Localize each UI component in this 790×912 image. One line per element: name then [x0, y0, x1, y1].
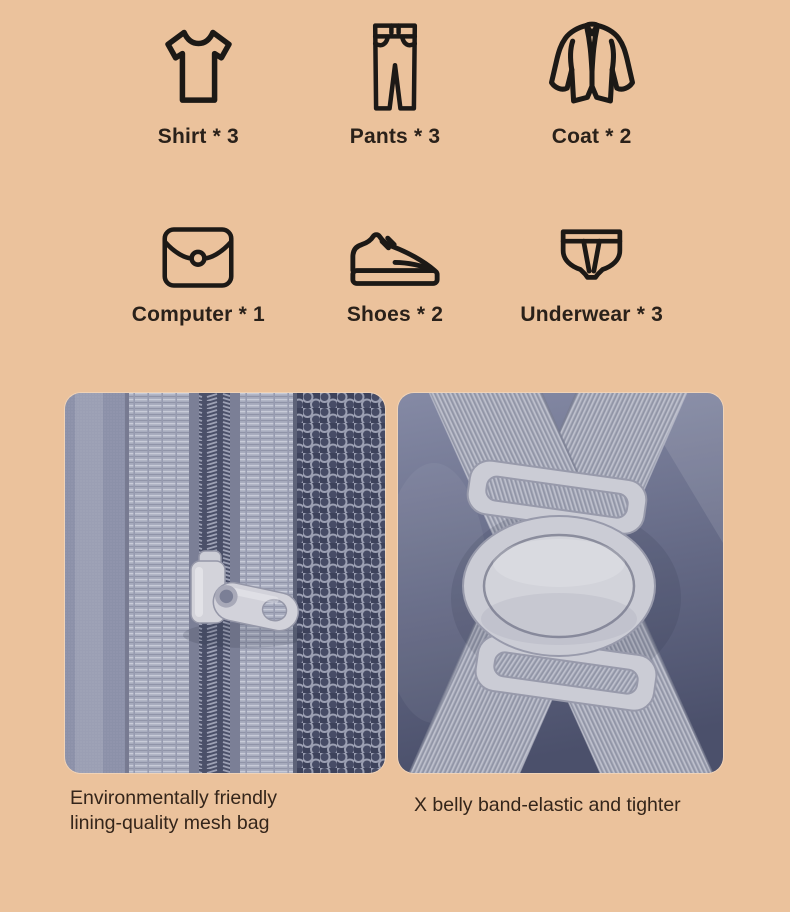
capacity-label: Coat * 2	[551, 125, 632, 148]
pants-icon	[368, 16, 422, 112]
laptop-bag-icon	[160, 194, 236, 290]
capacity-label: Shirt * 3	[157, 125, 239, 148]
capacity-item-underwear	[493, 194, 690, 328]
sneaker-icon	[348, 194, 442, 290]
zipper-mesh-photo	[65, 393, 385, 773]
capacity-item-shirt	[100, 16, 297, 150]
capacity-label: Pants * 3	[349, 125, 441, 148]
briefs-icon	[552, 194, 631, 290]
tshirt-icon	[156, 16, 241, 112]
packing-capacity-grid	[100, 16, 690, 328]
mesh-bag-caption: Environmentally friendly lining-quality mesh bag	[70, 787, 278, 834]
capacity-item-shoes	[297, 194, 494, 328]
capacity-label: Underwear * 3	[520, 303, 663, 326]
capacity-item-coat	[493, 16, 690, 150]
capacity-item-pants	[297, 16, 494, 150]
capacity-label: Shoes * 2	[346, 303, 444, 326]
capacity-item-computer	[100, 194, 297, 328]
coat-icon	[544, 16, 640, 112]
belly-band-buckle-photo	[398, 393, 723, 773]
capacity-label: Computer * 1	[131, 303, 265, 326]
belly-band-caption: X belly band-elastic and tighter	[414, 794, 681, 816]
